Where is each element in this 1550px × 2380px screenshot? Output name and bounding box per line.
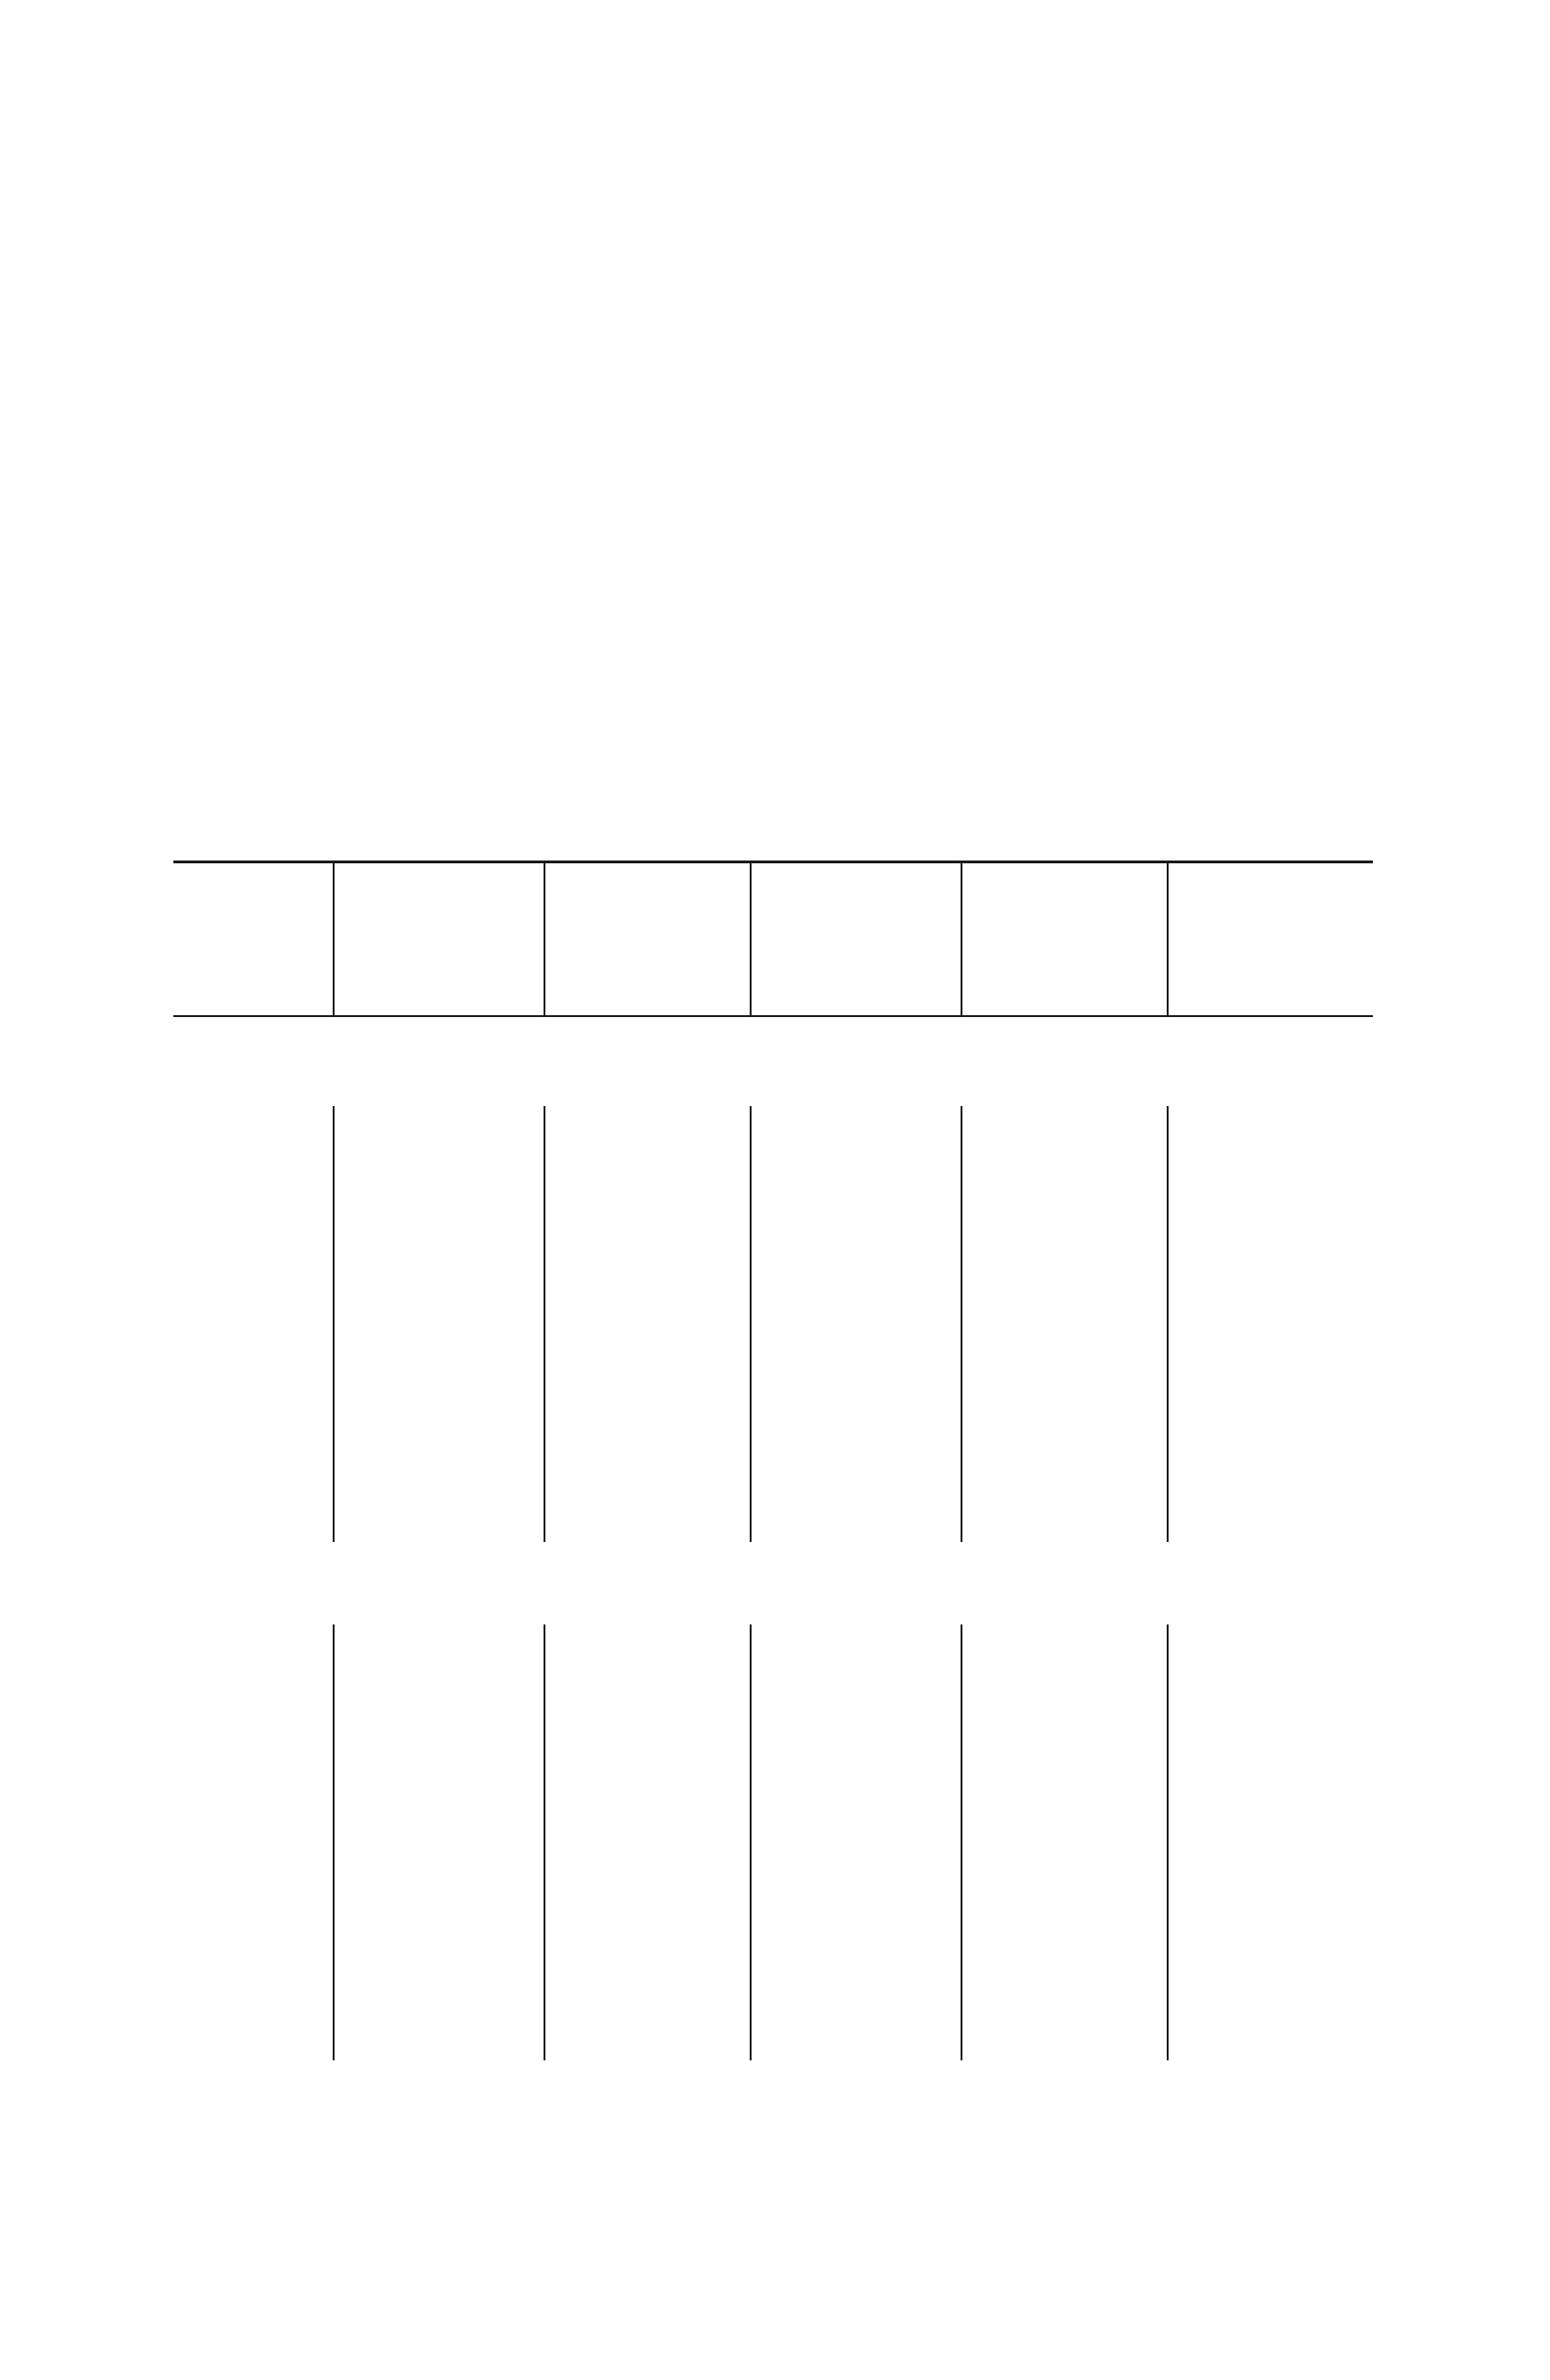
body-divider bbox=[544, 1106, 545, 1542]
body-divider bbox=[1167, 1106, 1169, 1542]
header-divider bbox=[544, 863, 545, 1015]
header-max-spread bbox=[558, 862, 740, 1012]
header-divider bbox=[1167, 863, 1169, 1015]
body-divider bbox=[544, 1624, 545, 2060]
body-divider bbox=[750, 1106, 752, 1542]
body-divider bbox=[333, 1624, 335, 2060]
table-header-rule bbox=[173, 1015, 1373, 1017]
body-divider bbox=[961, 1624, 962, 2060]
body-divider bbox=[1167, 1624, 1169, 2060]
header-divider bbox=[750, 863, 752, 1015]
header-divider bbox=[961, 863, 962, 1015]
body-divider bbox=[961, 1106, 962, 1542]
header-pickup-voltage bbox=[761, 862, 953, 1012]
body-divider bbox=[750, 1624, 752, 2060]
body-divider bbox=[333, 1106, 335, 1542]
header-power bbox=[1176, 862, 1373, 1012]
header-relay bbox=[173, 862, 333, 1012]
header-return-voltage bbox=[973, 862, 1160, 1012]
header-settings-range bbox=[349, 862, 531, 1012]
header-divider bbox=[333, 863, 335, 1015]
